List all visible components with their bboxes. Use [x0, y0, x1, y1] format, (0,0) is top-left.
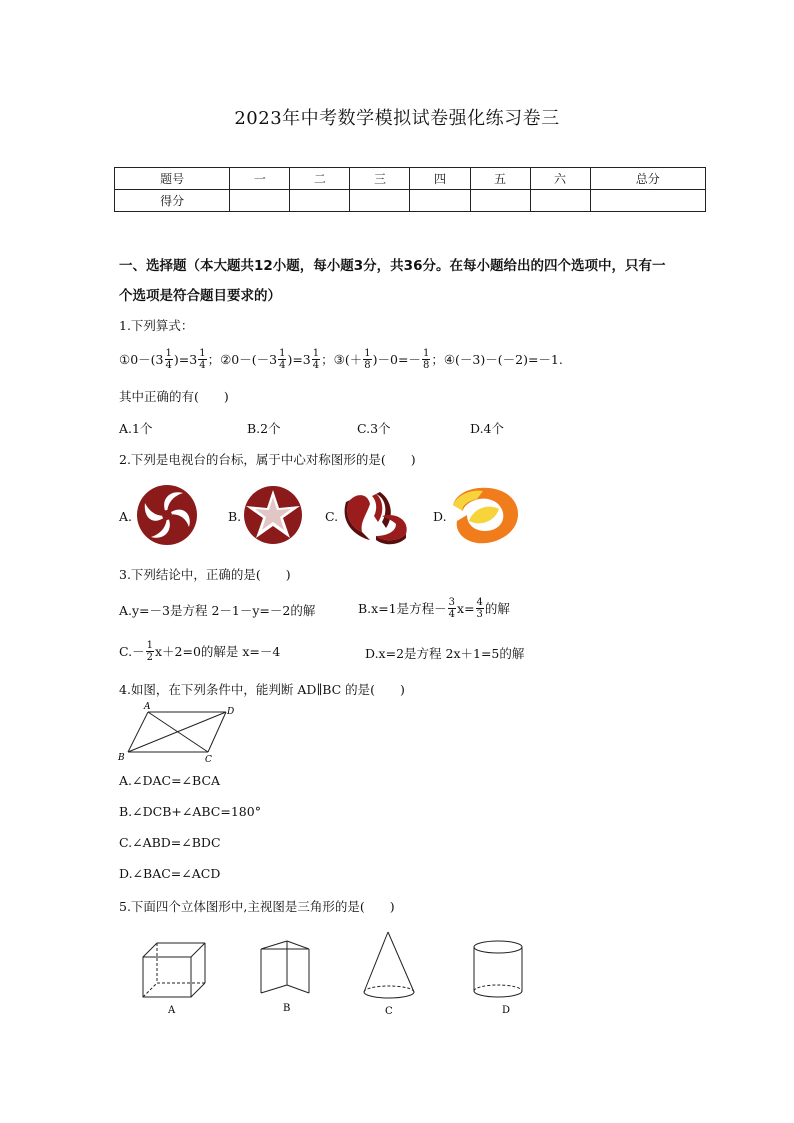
numerator: 1 [279, 347, 286, 359]
q2-option-d-label[interactable]: D. [433, 509, 447, 524]
logo-c-shape-icon [340, 486, 412, 546]
score-cell[interactable] [530, 190, 590, 212]
solid-label: B [283, 1003, 291, 1014]
q1-expr-part: )=3 [287, 351, 311, 367]
section-heading-line1: 一、选择题（本大题共12小题，每小题3分，共36分。在每小题给出的四个选项中，只有一 [119, 258, 666, 274]
header-cell: 一 [230, 168, 290, 190]
q3-option-a[interactable]: A.y=－3是方程 2－1－y=－2的解 [119, 603, 316, 618]
score-table-score-row [115, 190, 706, 212]
score-cell[interactable] [590, 190, 705, 212]
q1-expr-part: ③(＋ [333, 352, 363, 367]
denominator: 4 [448, 608, 456, 620]
q2-stem: 2.下列是电视台的台标，属于中心对称图形的是( ) [119, 452, 416, 467]
q5-stem: 5.下面四个立体图形中,主视图是三角形的是( ) [119, 899, 395, 914]
q2-option-b-label[interactable]: B. [228, 509, 242, 524]
q1-expr-part: )－0=－ [372, 352, 421, 367]
q4-option-c[interactable]: C.∠ABD=∠BDC [119, 835, 221, 850]
q3-option-c[interactable] [119, 635, 280, 667]
q4-parallelogram-figure [114, 700, 244, 766]
fraction [146, 640, 154, 663]
score-cell[interactable] [410, 190, 470, 212]
q1-ask: 其中正确的有( ) [119, 389, 229, 404]
score-cell[interactable] [470, 190, 530, 212]
q4-option-d[interactable]: D.∠BAC=∠ACD [119, 866, 221, 881]
q1-expr-part: ④(－3)－(－2)=－1. [443, 352, 563, 367]
header-cell: 总分 [590, 168, 705, 190]
fraction [448, 597, 456, 620]
q1-expr-part: ； [207, 352, 221, 367]
fraction [422, 348, 430, 371]
section-heading-line2: 个选项是符合题目要求的） [119, 288, 281, 304]
vertex-label: A [144, 702, 151, 712]
vertex-label: B [118, 753, 125, 763]
score-cell[interactable] [350, 190, 410, 212]
numerator: 1 [422, 347, 430, 359]
numerator: 1 [146, 639, 153, 651]
score-table-header-row [115, 168, 706, 190]
vertex-label: D [227, 707, 235, 717]
q4-option-a[interactable]: A.∠DAC=∠BCA [119, 773, 221, 788]
denominator: 8 [364, 359, 371, 371]
score-cell[interactable] [230, 190, 290, 212]
q3-option-b-text: B.x=1是方程－ [358, 601, 447, 616]
denominator: 4 [199, 359, 206, 371]
logo-d-ring-icon [447, 485, 523, 547]
numerator: 1 [199, 347, 206, 359]
logo-b-star-icon [242, 484, 304, 546]
q1-option-c[interactable]: C.3个 [357, 421, 391, 436]
q3-option-b[interactable] [358, 592, 510, 624]
q4-option-b[interactable]: B.∠DCB+∠ABC=180° [119, 804, 261, 819]
q2-option-a-label[interactable]: A. [119, 509, 133, 524]
q1-option-b[interactable]: B.2个 [247, 421, 281, 436]
denominator: 4 [165, 359, 172, 371]
q1-expr-part: ； [431, 352, 444, 367]
score-table [114, 167, 706, 212]
denominator: 3 [476, 608, 483, 620]
header-cell: 题号 [115, 168, 230, 190]
denominator: 4 [312, 359, 320, 371]
q1-expr-part: ②0－(－3 [220, 352, 278, 367]
logo-a-swirl-icon [135, 483, 199, 547]
fraction [476, 597, 484, 620]
denominator: 8 [422, 359, 430, 371]
solid-label: C [385, 1006, 393, 1017]
header-cell: 二 [290, 168, 350, 190]
denominator: 4 [279, 359, 286, 371]
fraction [165, 348, 173, 371]
page-title: 2023年中考数学模拟试卷强化练习卷三 [234, 108, 560, 129]
numerator: 3 [448, 596, 456, 608]
fraction [312, 348, 320, 371]
q2-option-c-label[interactable]: C. [325, 509, 339, 524]
numerator: 1 [165, 347, 172, 359]
vertex-label: C [205, 755, 212, 765]
q3-option-d[interactable]: D.x=2是方程 2x＋1=5的解 [365, 646, 525, 661]
numerator: 4 [476, 596, 483, 608]
solid-c-cone-figure[interactable] [358, 928, 422, 1020]
q1-expr-part: ； [321, 352, 334, 367]
score-cell[interactable] [290, 190, 350, 212]
fraction [278, 348, 286, 371]
q3-option-c-text: C.－ [119, 644, 145, 659]
row-label: 得分 [115, 190, 230, 212]
header-cell: 五 [470, 168, 530, 190]
solid-label: D [502, 1005, 511, 1016]
q1-option-d[interactable]: D.4个 [470, 421, 505, 436]
solid-b-prism-figure[interactable] [253, 935, 323, 1017]
q3-option-b-text: 的解 [484, 601, 510, 616]
numerator: 1 [312, 347, 320, 359]
q1-stem: 1.下列算式： [119, 318, 194, 333]
header-cell: 三 [350, 168, 410, 190]
q1-option-a[interactable]: A.1个 [119, 421, 153, 436]
solid-d-cylinder-figure[interactable] [466, 935, 530, 1019]
header-cell: 四 [410, 168, 470, 190]
header-cell: 六 [530, 168, 590, 190]
q1-expression [119, 344, 563, 374]
fraction [198, 348, 206, 371]
solid-a-cube-figure[interactable] [135, 935, 215, 1017]
q3-option-c-text: x＋2=0的解是 x=－4 [154, 644, 281, 659]
q1-expr-part: ①0－(3 [119, 352, 164, 367]
q1-expr-part: )=3 [173, 351, 198, 367]
numerator: 1 [364, 347, 371, 359]
fraction [363, 348, 371, 371]
q3-stem: 3.下列结论中，正确的是( ) [119, 567, 291, 582]
solid-label: A [168, 1005, 176, 1016]
q3-option-b-text: x= [457, 600, 475, 616]
q4-stem: 4.如图，在下列条件中，能判断 AD∥BC 的是( ) [119, 682, 405, 697]
denominator: 2 [146, 651, 153, 663]
